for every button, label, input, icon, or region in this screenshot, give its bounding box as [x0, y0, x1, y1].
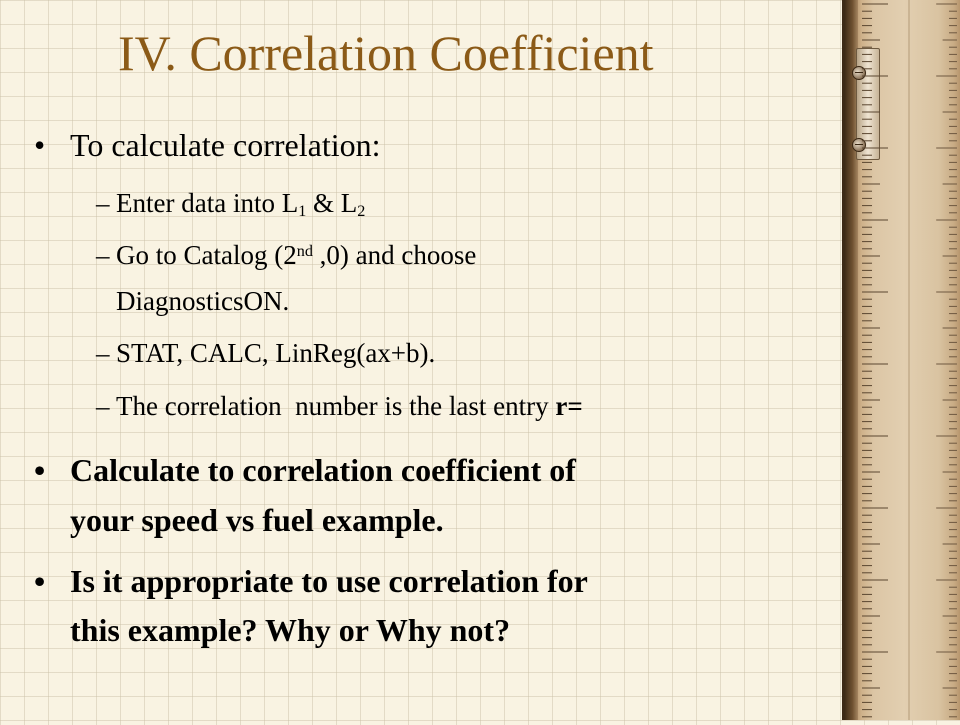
ruler-ticks: [862, 0, 957, 720]
bullet-marker: •: [34, 452, 46, 488]
bullet-text: To calculate correlation:: [70, 127, 381, 163]
bullet-text: Is it appropriate to use correlation for: [70, 563, 588, 599]
bullet-text: this example? Why or Why not?: [70, 612, 511, 648]
ruler-icon: [842, 0, 960, 720]
sub-bullet-marker: –: [96, 391, 110, 421]
bullet-marker: •: [34, 563, 46, 599]
sub-bullet-text: & L: [306, 188, 358, 218]
sub-bullet-text: STAT, CALC, LinReg(ax+b).: [116, 338, 436, 368]
subscript: 2: [357, 202, 366, 221]
sub-bullet-text: The correlation number is the last entry: [116, 391, 556, 421]
bullet-text: your speed vs fuel example.: [70, 502, 444, 538]
sub-bullet-marker: –: [96, 338, 110, 368]
sub-bullet-text: DiagnosticsON.: [116, 286, 290, 316]
bullet-text: Calculate to correlation coefficient of: [70, 452, 576, 488]
superscript: nd: [296, 241, 313, 260]
bullet-marker: •: [34, 127, 46, 163]
r-equals-label: r=: [555, 391, 583, 421]
sub-bullet-marker: –: [96, 240, 110, 270]
sub-bullet-text: Go to Catalog (2: [116, 240, 297, 270]
sub-bullet-text: Enter data into L: [116, 188, 299, 218]
sub-bullet-text: ,0) and choose: [312, 240, 477, 270]
slide-title: IV. Correlation Coefficient: [118, 25, 654, 81]
subscript: 1: [298, 202, 307, 221]
sub-bullet-marker: –: [96, 188, 110, 218]
